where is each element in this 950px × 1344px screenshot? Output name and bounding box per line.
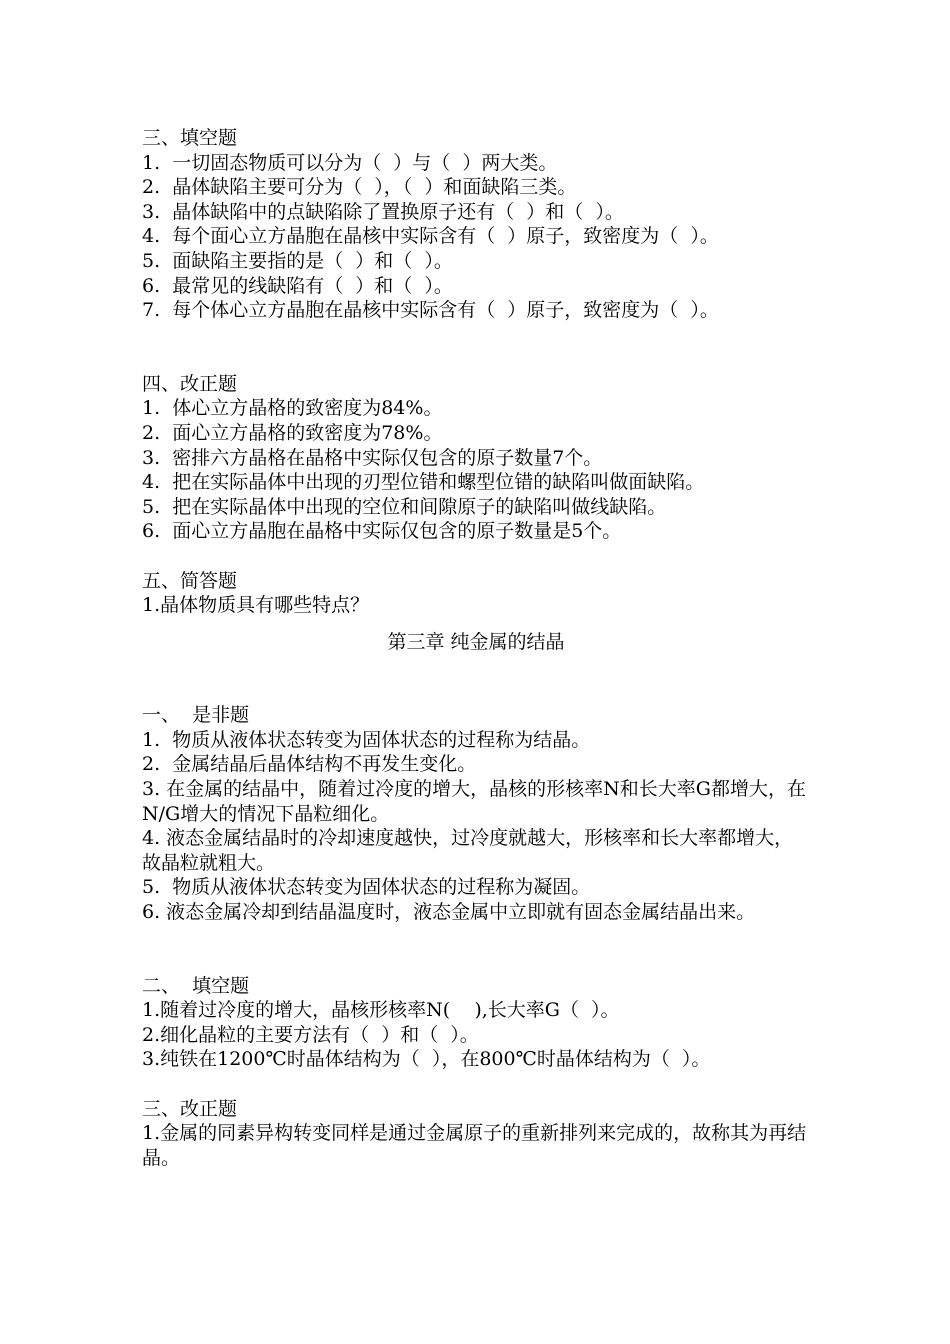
question-item: 6. 液态金属冷却到结晶温度时，液态金属中立即就有固态金属结晶出来。 bbox=[142, 901, 756, 924]
section-heading-short-answer: 五、简答题 bbox=[142, 569, 238, 592]
question-item: 1.金属的同素异构转变同样是通过金属原子的重新排列来完成的，故称其为再结晶。 bbox=[142, 1122, 807, 1169]
question-item: 5. 把在实际晶体中出现的空位和间隙原子的缺陷叫做线缺陷。 bbox=[142, 495, 667, 518]
question-item: 4. 每个面心立方晶胞在晶核中实际含有（ ）原子，致密度为（ ）。 bbox=[142, 225, 719, 248]
section-heading-fill-in: 二、 填空题 bbox=[142, 974, 250, 997]
question-item: 2. 面心立方晶格的致密度为78%。 bbox=[142, 421, 443, 444]
chapter-title: 第三章 纯金属的结晶 bbox=[387, 630, 565, 653]
question-item: 3.纯铁在1200℃时晶体结构为（ ），在800℃时晶体结构为（ ）。 bbox=[142, 1048, 711, 1071]
spacer bbox=[142, 925, 812, 974]
question-item: 6. 面心立方晶胞在晶格中实际仅包含的原子数量是5个。 bbox=[142, 520, 622, 543]
question-item: 1. 一切固态物质可以分为（ ）与（ ）两大类。 bbox=[142, 151, 558, 174]
question-item: 1.晶体物质具有哪些特点？ bbox=[142, 594, 370, 617]
question-item: 1.随着过冷度的增大，晶核形核率N( ),长大率G（ ）。 bbox=[142, 999, 620, 1022]
question-item: 5. 面缺陷主要指的是（ ）和（ ）。 bbox=[142, 249, 453, 272]
question-item: 3. 在金属的结晶中，随着过冷度的增大，晶核的形核率N和长大率G都增大，在N/G增大的情况下晶粒细化。 bbox=[142, 778, 806, 825]
spacer bbox=[142, 654, 812, 703]
question-item: 1. 体心立方晶格的致密度为84%。 bbox=[142, 397, 443, 420]
question-item: 4. 把在实际晶体中出现的刃型位错和螺型位错的缺陷叫做面缺陷。 bbox=[142, 471, 705, 494]
spacer bbox=[142, 323, 812, 372]
document-page bbox=[142, 126, 812, 1170]
section-heading-correction: 四、改正题 bbox=[142, 372, 238, 395]
spacer bbox=[142, 1072, 812, 1097]
question-item: 1. 物质从液体状态转变为固体状态的过程称为结晶。 bbox=[142, 728, 591, 751]
question-item: 7. 每个体心立方晶胞在晶核中实际含有（ ）原子，致密度为（ ）。 bbox=[142, 299, 719, 322]
question-item: 3. 密排六方晶格在晶格中实际仅包含的原子数量7个。 bbox=[142, 446, 603, 469]
section-heading-true-false: 一、 是非题 bbox=[142, 704, 250, 727]
question-item: 4. 液态金属结晶时的冷却速度越快，过冷度就越大，形核率和长大率都增大，故晶粒就粗大。 bbox=[142, 827, 794, 874]
question-item: 6. 最常见的线缺陷有（ ）和（ ）。 bbox=[142, 274, 453, 297]
question-item: 5. 物质从液体状态转变为固体状态的过程称为凝固。 bbox=[142, 876, 591, 899]
question-item: 2.细化晶粒的主要方法有（ ）和（ ）。 bbox=[142, 1023, 479, 1046]
section-heading-correction: 三、改正题 bbox=[142, 1097, 238, 1120]
question-item: 2. 金属结晶后晶体结构不再发生变化。 bbox=[142, 753, 477, 776]
spacer bbox=[142, 544, 812, 569]
question-item: 2. 晶体缺陷主要可分为（ ），（ ）和面缺陷三类。 bbox=[142, 176, 577, 199]
question-item: 3. 晶体缺陷中的点缺陷除了置换原子还有（ ）和（ ）。 bbox=[142, 200, 624, 223]
section-heading-fill-in: 三、填空题 bbox=[142, 127, 238, 149]
